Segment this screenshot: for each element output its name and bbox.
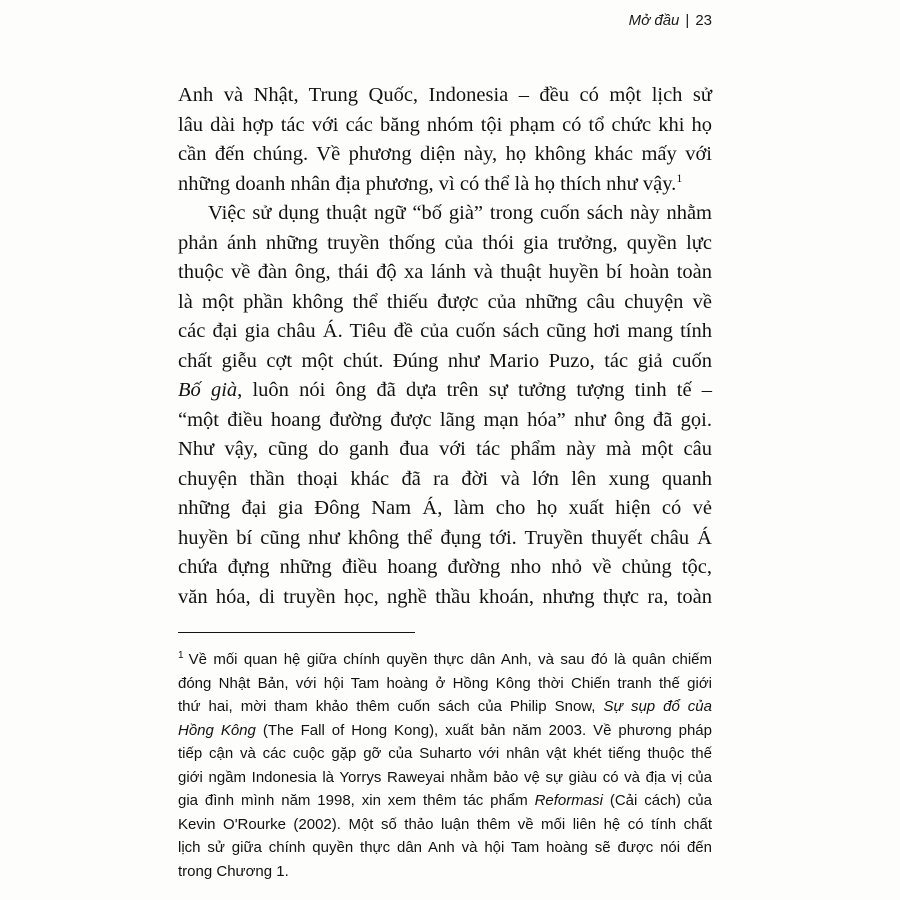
body-line: thuộc về đàn ông, thái độ xa lánh và thuật huyền bí hoàn toàn [178,261,712,283]
header-separator: | [685,12,690,29]
footnote-line [178,789,712,813]
footnote-text: Về mối quan hệ giữa chính quyền thực dân Anh, và sau đó là quân chiếm [188,651,712,669]
body-line: các đại gia châu Á. Tiêu đề của cuốn sách cũng hơi mang tính [178,320,712,342]
body-line-text: , luôn nói ông đã dựa trên sự tưởng tượng tinh tế – [237,379,713,401]
body-line: những đại gia Đông Nam Á, làm cho họ xuất hiện có vẻ [178,497,712,519]
footnote-line: trong Chương 1. [178,862,289,880]
running-header [629,11,712,31]
footnote-divider [178,632,415,633]
body-line: Anh và Nhật, Trung Quốc, Indonesia – đều có một lịch sử [178,84,712,106]
footnote-text: (The Fall of Hong Kong), xuất bản năm 2003. Về phương pháp [255,721,712,739]
book-title-italic: Bố già [178,379,238,401]
footnote-book-title-italic: Sự sụp đổ của [603,698,712,716]
footnote-text: gia đình mình năm 1998, xin xem thêm tác phẩm [178,792,535,810]
body-line [178,375,712,405]
body-line: chứa đựng những điều hoang đường nho nhỏ về chủng tộc, [178,556,712,578]
body-line: “một điều hoang đường được lãng mạn hóa” như ông đã gọi. [178,408,712,431]
body-line: là một phần không thể thiếu được của những câu chuyện về [178,290,712,313]
body-line: phản ánh những truyền thống của thói gia trưởng, quyền lực [178,231,712,254]
body-line-text: những doanh nhân địa phương, vì có thể là họ thích như vậy. [178,172,677,195]
body-line [178,169,712,199]
page-number: 23 [695,12,712,29]
footnote-line [178,695,712,719]
body-line: Như vậy, cũng do ganh đua với tác phẩm này mà một câu [178,438,712,460]
body-line: cần đến chúng. Về phương diện này, họ không khác mấy với [178,143,712,165]
footnote-line: tiếp cận và các cuộc gặp gỡ của Suharto với nhân vật khét tiếng thuộc thế [178,745,712,763]
header-section-title: Mở đầu [628,12,680,29]
footnote-line: giới ngầm Indonesia là Yorrys Raweyai nhằm bảo vệ sự giàu có và địa vị của [178,768,712,786]
body-line: văn hóa, di truyền học, nghề thầu khoán, nhưng thực ra, toàn [178,585,712,608]
footnote-text: thứ hai, mời tham khảo thêm cuốn sách của Philip Snow, [178,698,604,716]
footnote-book-title-italic: Reformasi [534,792,603,810]
body-line: chất giễu cợt một chút. Đúng như Mario Puzo, tác giả cuốn [178,349,712,372]
footnote-line [178,719,712,743]
footnote-marker: 1 [178,650,184,662]
footnote-line [178,648,712,672]
footnote-line: đóng Nhật Bản, với hội Tam hoàng ở Hồng Kông thời Chiến tranh thế giới [178,674,712,692]
body-line: lâu dài hợp tác với các băng nhóm tội phạm có tổ chức khi họ [178,113,712,136]
footnote-text: (Cải cách) của [602,792,712,810]
footnote-line: lịch sử giữa chính quyền thực dân Anh và hội Tam hoàng sẽ được nói đến [178,839,712,857]
body-line: huyền bí cũng như không thể đụng tới. Truyền thuyết châu Á [178,526,712,549]
footnote-book-title-italic: Hồng Kông [178,721,256,739]
body-line: chuyện thần thoại khác đã ra đời và lớn lên xung quanh [178,467,712,490]
footnote-line: Kevin O'Rourke (2002). Một số thảo luận thêm về mối liên hệ có tính chất [178,815,712,833]
footnote-reference: 1 [676,170,683,185]
body-line: Việc sử dụng thuật ngữ “bố già” trong cuốn sách này nhằm [208,202,712,224]
